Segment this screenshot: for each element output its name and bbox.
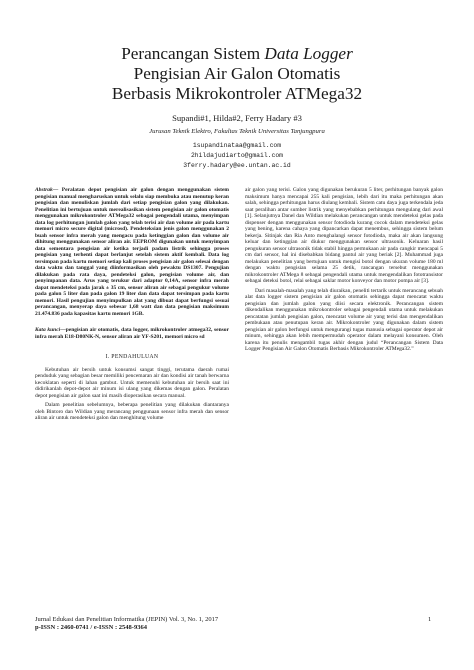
authors: Supandi#1, Hilda#2, Ferry Hadary #3 <box>172 113 302 123</box>
abstract-text: Peralatan depot pengisian air galon dengan menggunakan sistem pengisian manual mengharuskan untuk selalu siap membuka atau menutup keran pengisian dan menuliskan jumlah dari setiap pengisian galon yang dilakukan. Penelitian ini bertujuan untuk merealisasikan sistem pengisian air galon otomatis menggunakan mikrokontroler ATMega32 sebagai pengendali utama, menyimpan data log perhitungan jumlah galon yang telah terisi air dan volume air pada kartu memori micro secure digital (microsd). Pendeteksian jenis galon menggunakan 2 buah sensor infra merah yang mengacu pada ketinggian galon dan volume air dihitung menggunakan sensor aliran air. EEPROM digunakan untuk menyimpan data sementara pengisian air ketika terjadi padam listrik sehingga proses pengisian yang terhenti dapat berlanjut setelah sistem aktif kembali. Data log tersimpan pada kartu memori setiap kali proses pengisian air galon selesai dengan data waktu dan tanggal yang diinformasikan oleh pewaktu DS1307. Pengujian dilakukan pada rata daya, pendeteksi galon, pengisian volume air, dan penyimpanan data. Arus yang terukur dari adaptor 0,14A, sensor infra merah dapat mendeteksi pada jarak ± 35 cm, sensor aliran air sebagai pengukur volume pada galon 5 liter dan pada galon 19 liter dan data dapat tersimpan pada kartu memori. Hasil pengujian menyimpulkan alat yang dibuat dapat berfungsi sesuai perancangan, menyerap daya sebesar 1,68 watt dan data pengisian maksimum 21.474.836 pada kapasitas kartu memori 1GB. <box>35 187 229 317</box>
title-line-3: Berbasis Mikrokontroler ATMega32 <box>111 84 363 103</box>
email-1[interactable]: 1supandinataa@gmail.com <box>192 142 282 149</box>
issn: p-ISSN : 2460-0741 / e-ISSN : 2548-9364 <box>35 624 147 631</box>
left-column <box>35 187 229 422</box>
title-italic-text: Data Logger <box>264 44 353 63</box>
title-text: Perancangan Sistem <box>121 44 265 63</box>
title-line-2: Pengisian Air Galon Otomatis <box>133 64 341 83</box>
keywords <box>35 327 229 340</box>
page-footer <box>35 616 445 632</box>
abstract <box>35 187 229 317</box>
paper-title <box>40 44 434 104</box>
section-heading: I. PENDAHULUAN <box>105 354 159 360</box>
body-paragraph: Dari masalah-masalah yang telah diuraikan, peneliti tertarik untuk merancang sebuah alat data logger sistem pengisian air galon otomatis sehingga dapat mencatat waktu pengisian dan jumlah galon yang diisi secara elektronik. Perancangan sistem dikendalikan menggunakan mikrokontroler sebagai pengendali utama untuk melakukan pencatatan jumlah pengisian galon, mencatat volume air yang terisi dan mengendalikan pembukaan atau penutupan keran air. Mikrokontroler yang digunakan dalam sistem pengisian air galon berfungsi untuk mengurangi tugas manusia sebagai operator depot air minum, sehingga akan lebih mempermudah operator dalam melayani konsumen. Oleh karena itu penulis mengambil tugas akhir dengan judul “Perancangan Sistem Data Logger Pengisian Air Galon Otomatis Berbasis Mikrokontroler ATMega32.” <box>245 287 443 352</box>
right-column <box>245 187 443 353</box>
author-emails <box>40 141 434 171</box>
email-2[interactable]: 2hildajudiarto@gmail.com <box>190 152 284 159</box>
title-line-1 <box>40 44 434 64</box>
body-paragraph: Kebutuhan air bersih untuk konsumsi sangat tinggi, terutama daerah rumai penduduk yang sebagian besar memiliki pencemaran air dan kondisi air tanah berwarna kecoklatan seperti di lahan gambut. Untuk memenuhi kebutuhan air bersih saat ini didirikanlah depot-depot air minum isi ulang yang dikemas dengan galon. Peralatan depot pengisian air galon saat ini masih dioperasikan secara manual. <box>35 366 229 399</box>
page-number: 1 <box>428 616 432 623</box>
email-3[interactable]: 3ferry.hadary@ee.untan.ac.id <box>183 162 291 169</box>
affiliation: Jurusan Teknik Elektro, Fakultas Teknik Universitas Tanjungpura <box>149 128 325 135</box>
abstract-lead: Abstrak— <box>35 187 59 193</box>
body-paragraph: Dalam penelitian sebelumnya, beberapa penelitian yang dilakukan diantaranya oleh Bintoro dan Wildian yang merancang penggunaan sensor infra merah dan sensor aliran air untuk mendeteksi galon dan menghitung volume <box>35 402 229 421</box>
keywords-lead: Kata kunci <box>35 327 61 333</box>
journal-name: Jurnal Edukasi dan Penelitian Informatika (JEPIN) Vol. 3, No. 1, 2017 <box>35 616 219 623</box>
body-paragraph: air galon yang terisi. Galon yang digunakan berukuran 5 liter, perhitungan banyak galon maksimum hanya mencapai 255 kali pengisian, lebih dari itu maka perhitungan akan salah, sehingga perhitungan harus diulang kembali. Sistem catu daya juga terkendala jeda saat peralihan antar sumber listrik yang menyebabkan perhitungan mengulang dari awal [1]. Selanjutnya Danel dan Wildian melakukan perancangan untuk mendeteksi gelas pada dispenser dengan menggunakan sensor fotodioda kurang cocok dalam mendeteksi gelas yang bening, karena cahaya yang dipancarkan dapat menembus, sehingga sistem belum bekerja. Sitinjak dan Ria Anto menghalangi sensor fotodioda, maka air akan langsung keluar dan ketinggian air diukur menggunakan sensor ultrasonik. Keluaran hasil pengukuran sensor ultrasonik tidak stabil hingga permukaan air pada cangkir mencapai 5 cm dari sensor, hal ini disebabkan bidang pantul air yang beriak [2]. Muhammad juga melakukan penelitian yang bertujuan untuk mengisi botol dengan ukuran volume 180 ml dengan waktu pengisian selama 25 detik, rancangan tersebut menggunakan mikrokontroler ATMega 8 sebagai pengendali utama untuk mengendalikan fototransistor sebagai deteksi botol, relai sebagai saklar motor konveyor dan motor pompa air [3]. <box>245 187 443 284</box>
keywords-text: —pengisian air otomatis, data logger, mikrokontroler atmega32, sensor infra merah E18-D80NK-N, sensor aliran air YF-S201, memori micro sd <box>35 327 229 340</box>
